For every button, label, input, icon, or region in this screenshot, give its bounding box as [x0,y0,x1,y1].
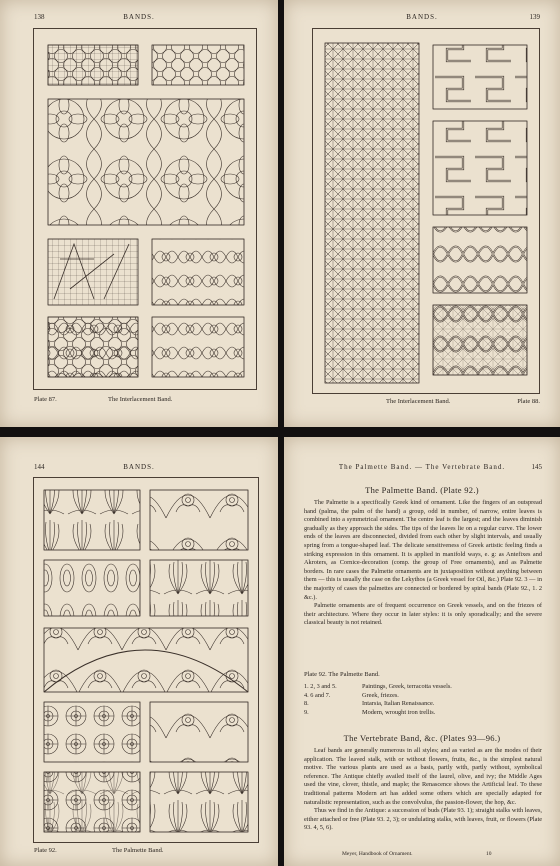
list-item: 4. 6 and 7. Greek, friezes. [304,691,399,699]
band-meander-2 [433,121,527,215]
plate-caption: The Palmette Band. [112,847,164,854]
band-meander-4 [433,305,527,375]
band-3b [152,239,244,305]
band-palmette-4b [150,702,248,762]
plate-87-illustration [33,28,257,390]
body-text-vertebrate [304,747,542,833]
page-144 [0,437,278,866]
band-4b [152,317,244,377]
paragraph: Palmette ornaments are of frequent occurrence on Greek vessels, and on the friezes of their architecture. Where they occur in later styles: it is only sporadically; and the severe classical beauty is not retained. [304,602,542,627]
plate-number: Plate 88. [517,398,540,405]
plate-88-illustration [312,28,540,394]
header-title: The Palmette Band. — The Vertebrate Band. [338,463,506,471]
section-title-palmette: The Palmette Band. (Plate 92.) [365,485,479,495]
page-145 [284,437,560,866]
running-header [284,463,560,473]
page-138 [0,0,278,427]
header-title: BANDS. [406,13,438,21]
header-title: BANDS. [123,13,155,21]
band-4a [48,317,138,377]
band-lattice-large [325,43,419,383]
plate-list-heading: Plate 92. The Palmette Band. [304,671,380,678]
footer-signature: 10 [486,851,492,857]
page-139 [284,0,560,427]
band-palmette-4a [44,702,140,762]
list-item: 9. Modern, wrought iron trellis. [304,708,436,716]
band-1a [48,45,138,85]
plate-caption: The Interlacement Band. [108,396,173,403]
page-number: 144 [34,463,45,471]
band-palmette-5b [150,772,248,832]
running-header [0,13,278,23]
page-number: 138 [34,13,45,21]
plate-92-illustration [33,477,259,843]
band-meander-3 [433,227,527,293]
band-palmette-1b [150,490,248,550]
running-header [284,13,560,23]
paragraph: The Palmette is a specifically Greek kind of ornament. Like the fingers of an outspread hand (palma, the palm of the hand) a group, odd in number, of narrow, entire leaves is combined into a symmetrical ornament. The centre leaf is the largest; and the leaves diminish gradually as they approach the sides. The tips of the leaves lie on a regular curve. The lower ends of the leaves are disconnected, divided from each other by slight intervals, and usually spring from a tongue-shaped leaf. The delicate sensitiveness of Greek artistic feeling finds a striking expression in this ornament. It is applied in manifold ways, e. g: as Antefixes and Akroters, as Cornice-decoration (comp. the group of Free ornaments), and as Palmette borders. In rare cases the Palmette ornaments are in juxtaposition without anything between them — this is usually the case on the Lekythos (a Greek vessel for Oil, &c.) Plate 92. 3 — in the majority of cases the palmettes are connected or bordered by spiral bands (Plate 92., 1. 2 &c.). [304,499,542,601]
plate-number: Plate 87. [34,396,57,403]
section-title-vertebrate: The Vertebrate Band, &c. (Plates 93—96.) [343,733,501,743]
band-palmette-1a [44,490,140,550]
list-item: 1. 2, 3 and 5. Paintings, Greek, terracotta vessels. [304,683,452,690]
band-palmette-3 [44,628,248,692]
plate-caption: The Interlacement Band. [386,398,451,405]
paragraph: Thus we find in the Antique: a succession of buds (Plate 93. 1); straight stalks with leaves, either attached or free (Plate 93. 2, 3); or undulating stalks, with leaves, fruit, or flowers (Plate 93. 4, 5, 6). [304,807,542,832]
band-2 [48,99,244,225]
list-item: 8. Intarsia, Italian Renaissance. [304,700,435,708]
body-text-palmette [304,499,542,628]
running-header [0,463,278,473]
band-palmette-2b [150,560,248,616]
page-number: 139 [529,13,540,21]
band-palmette-2a [44,560,140,616]
header-title: BANDS. [123,463,155,471]
plate-number: Plate 92. [34,847,57,854]
page-number: 145 [531,463,542,471]
paragraph: Leaf bands are generally numerous in all styles; and as varied as are the modes of their application. The leaved stalk, with or without flowers, fruits, &c., is the simplest natural motive. The various plants are used as a basis, partly with, partly without, symbolical reference. The Antique chiefly availed itself of the laurel, olive, and ivy; the Middle Ages used the vine, clover, thistle, and maple; the Renascence shows the Artificial leaf. To these traditional patterns Modern art has added some others which are specially adapted for naturalistic representation, such as the convolvulus, the passion-flower, the hop, &c. [304,747,542,806]
band-3a [48,239,138,305]
plate-list [304,683,542,717]
band-palmette-5a [44,772,140,832]
footer-book-title: Meyer, Handbook of Ornament. [342,851,413,857]
band-1b [152,45,244,85]
band-meander-1 [433,45,527,109]
